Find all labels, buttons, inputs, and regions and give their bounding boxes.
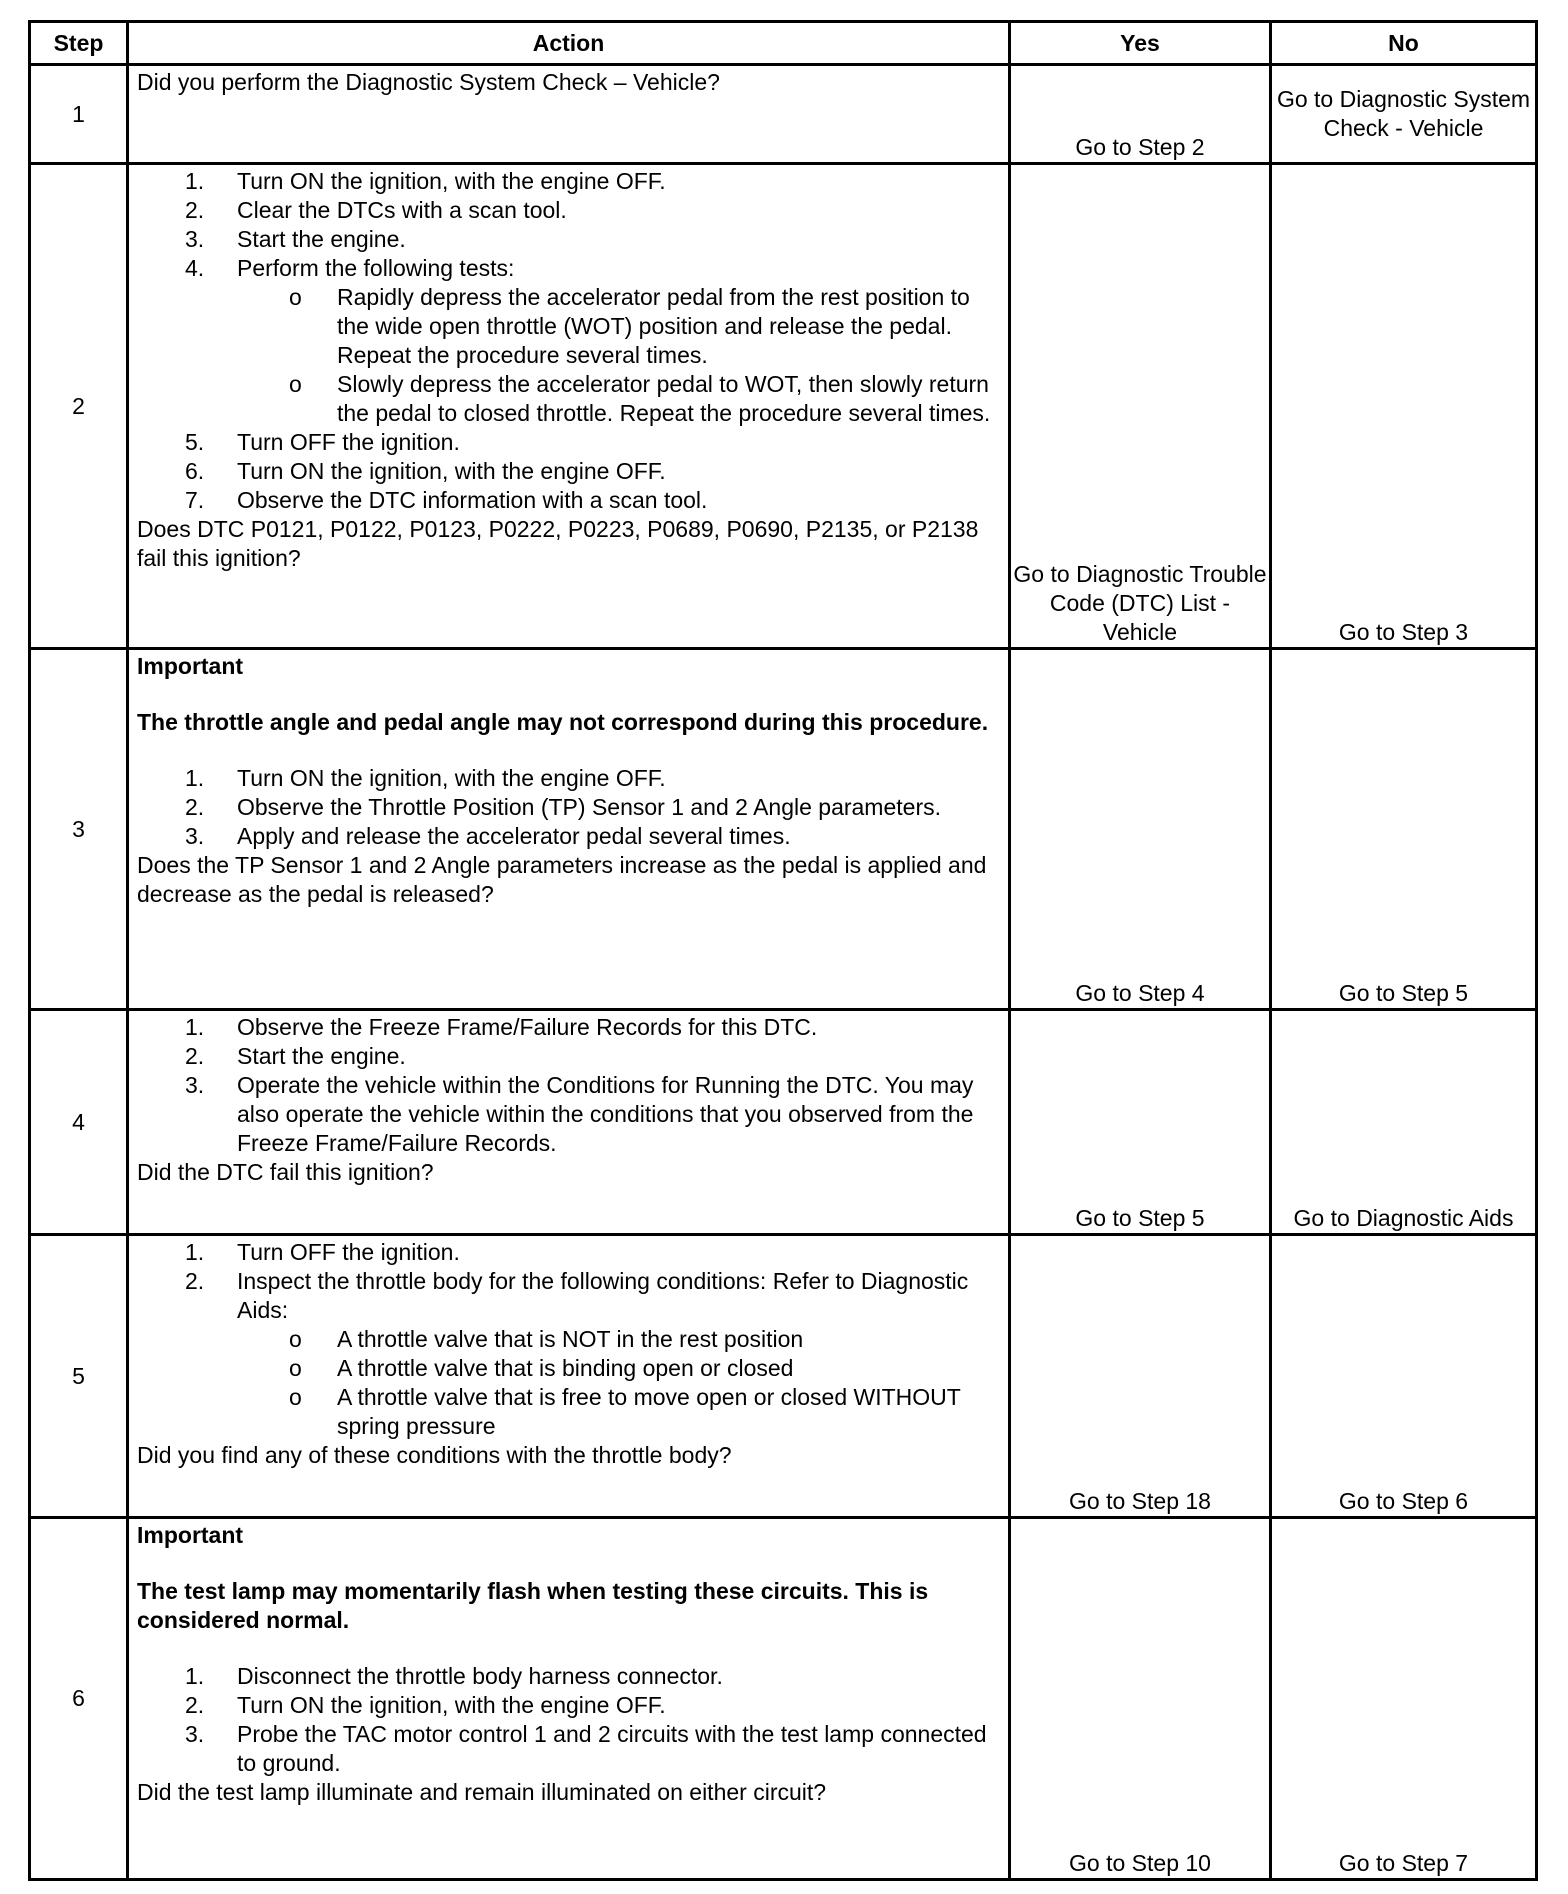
action-cell xyxy=(128,1010,1010,1235)
diagnostic-table xyxy=(28,20,1538,1881)
question-text: Did the test lamp illuminate and remain illuminated on either circuit? xyxy=(137,1779,827,1805)
list-item: 3. Operate the vehicle within the Conditions for Running the DTC. You may also operate the vehicle within the conditions that you observed from the Freeze Frame/Failure Records. xyxy=(185,1072,974,1156)
step-number: 1 xyxy=(30,65,128,164)
header-step: Step xyxy=(30,22,128,65)
list-item: 2. Turn ON the ignition, with the engine OFF. xyxy=(185,1692,666,1718)
action-cell xyxy=(128,164,1010,649)
sub-list xyxy=(237,1325,1002,1441)
table-row xyxy=(30,1235,1537,1518)
sub-list-item: o A throttle valve that is NOT in the rest position xyxy=(289,1326,804,1352)
list-item: 1. Observe the Freeze Frame/Failure Records for this DTC. xyxy=(185,1014,818,1040)
bullet-icon: o xyxy=(289,371,302,397)
header-yes: Yes xyxy=(1010,22,1271,65)
sub-list-item: o Rapidly depress the accelerator pedal from the rest position to the wide open throttle (WOT) position and release the pedal. Repeat the procedure several times. xyxy=(289,284,970,368)
list-item: 1. Disconnect the throttle body harness connector. xyxy=(185,1663,723,1689)
yes-result: Go to Step 4 xyxy=(1010,649,1271,1010)
yes-result: Go to Diagnostic Trouble Code (DTC) List - Vehicle xyxy=(1010,164,1271,649)
no-result: Go to Step 3 xyxy=(1271,164,1537,649)
list-item: 2. Inspect the throttle body for the following conditions: Refer to Diagnostic Aids: o A throttle valve that is NOT in the rest position o A throttle valve that is binding open or closed o A throttle valve that is free to move open or closed WITHOUT spring pressure xyxy=(137,1267,1002,1441)
table-row xyxy=(30,65,1537,164)
list-item: 2. Start the engine. xyxy=(185,1043,406,1069)
list-item: 3. Apply and release the accelerator pedal several times. xyxy=(185,823,791,849)
list-item: 1. Turn ON the ignition, with the engine OFF. xyxy=(185,168,666,194)
bullet-icon: o xyxy=(289,1326,302,1352)
step-number: 5 xyxy=(30,1235,128,1518)
list-item: 7. Observe the DTC information with a scan tool. xyxy=(185,487,708,513)
yes-result: Go to Step 5 xyxy=(1010,1010,1271,1235)
bullet-icon: o xyxy=(289,1355,302,1381)
procedure-list xyxy=(137,764,1002,851)
list-item: 2. Observe the Throttle Position (TP) Sensor 1 and 2 Angle parameters. xyxy=(185,794,941,820)
question-text: Does the TP Sensor 1 and 2 Angle parameters increase as the pedal is applied and decrease as the pedal is released? xyxy=(137,852,987,907)
sub-list xyxy=(237,283,1002,428)
important-label: Important xyxy=(137,653,244,679)
header-row xyxy=(30,22,1537,65)
list-item: 5. Turn OFF the ignition. xyxy=(185,429,460,455)
table-row xyxy=(30,649,1537,1010)
procedure-list xyxy=(137,167,1002,515)
sub-list-item: o A throttle valve that is free to move open or closed WITHOUT spring pressure xyxy=(289,1384,961,1439)
bullet-icon: o xyxy=(289,1384,302,1410)
no-result: Go to Diagnostic Aids xyxy=(1271,1010,1537,1235)
procedure-list xyxy=(137,1238,1002,1441)
sub-list-item: o A throttle valve that is binding open or closed xyxy=(289,1355,794,1381)
important-label: Important xyxy=(137,1522,244,1548)
list-item: 3. Probe the TAC motor control 1 and 2 circuits with the test lamp connected to ground. xyxy=(185,1721,987,1776)
yes-result: Go to Step 18 xyxy=(1010,1235,1271,1518)
list-item: 2. Clear the DTCs with a scan tool. xyxy=(185,197,567,223)
sub-list-item: o Slowly depress the accelerator pedal to WOT, then slowly return the pedal to closed throttle. Repeat the procedure several times. xyxy=(289,371,991,426)
list-item: 3. Start the engine. xyxy=(185,226,406,252)
bullet-icon: o xyxy=(289,284,302,310)
no-result: Go to Step 5 xyxy=(1271,649,1537,1010)
yes-result: Go to Step 2 xyxy=(1010,65,1271,164)
important-note: The test lamp may momentarily flash when testing these circuits. This is considered normal. xyxy=(137,1578,929,1633)
step-number: 2 xyxy=(30,164,128,649)
table-row xyxy=(30,164,1537,649)
procedure-list xyxy=(137,1013,1002,1158)
table-row xyxy=(30,1010,1537,1235)
list-item: 4. Perform the following tests: o Rapidly depress the accelerator pedal from the rest position to the wide open throttle (WOT) position and release the pedal. Repeat the procedure several times. o Slowly depress the accelerator pedal to WOT, then slowly return the pedal to closed throttle. Repeat the procedure several times. xyxy=(137,254,1002,428)
question-text: Did the DTC fail this ignition? xyxy=(137,1159,434,1185)
question-text: Did you find any of these conditions with the throttle body? xyxy=(137,1442,732,1468)
list-item: 1. Turn ON the ignition, with the engine OFF. xyxy=(185,765,666,791)
step-number: 3 xyxy=(30,649,128,1010)
list-item: 6. Turn ON the ignition, with the engine OFF. xyxy=(185,458,666,484)
step-number: 4 xyxy=(30,1010,128,1235)
header-no: No xyxy=(1271,22,1537,65)
yes-result: Go to Step 10 xyxy=(1010,1518,1271,1880)
action-cell xyxy=(128,1235,1010,1518)
important-note: The throttle angle and pedal angle may not correspond during this procedure. xyxy=(137,709,989,735)
action-cell xyxy=(128,65,1010,164)
question-text: Did you perform the Diagnostic System Check – Vehicle? xyxy=(137,69,720,95)
question-text: Does DTC P0121, P0122, P0123, P0222, P0223, P0689, P0690, P2135, or P2138 fail this ignition? xyxy=(137,516,979,571)
action-cell xyxy=(128,1518,1010,1880)
list-item: 1. Turn OFF the ignition. xyxy=(185,1239,460,1265)
no-result: Go to Step 7 xyxy=(1271,1518,1537,1880)
procedure-list xyxy=(137,1662,1002,1778)
table-row xyxy=(30,1518,1537,1880)
action-cell xyxy=(128,649,1010,1010)
header-action: Action xyxy=(128,22,1010,65)
no-result: Go to Step 6 xyxy=(1271,1235,1537,1518)
no-result: Go to Diagnostic System Check - Vehicle xyxy=(1271,65,1537,164)
step-number: 6 xyxy=(30,1518,128,1880)
